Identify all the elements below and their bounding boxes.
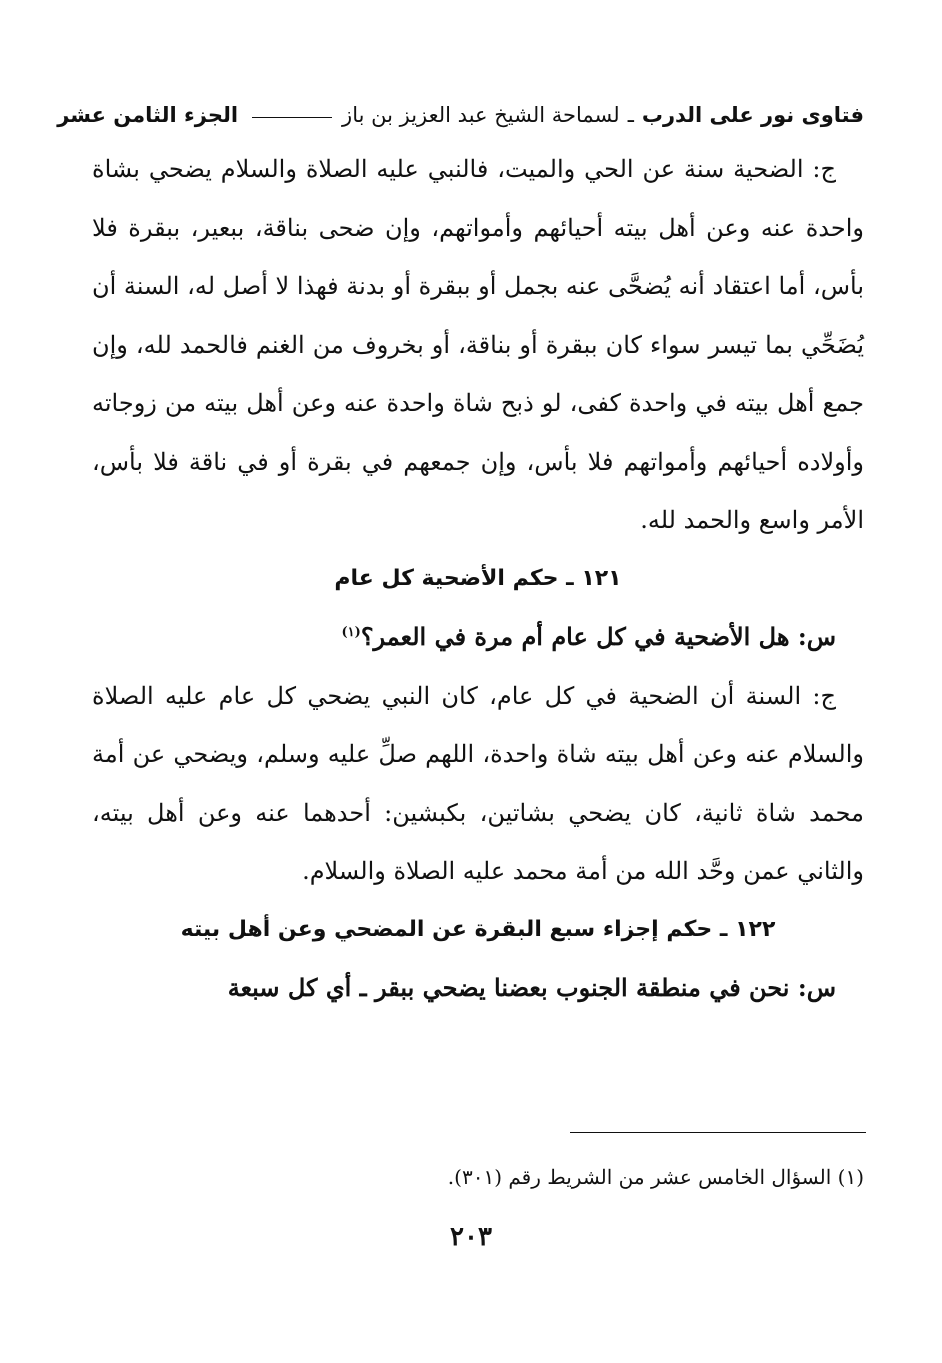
- header-rule: [252, 117, 332, 118]
- footnote-marker: (١): [341, 625, 361, 640]
- question-paragraph-121: [92, 608, 864, 667]
- part-label: الجزء الثامن عشر: [57, 103, 239, 127]
- question-text-121: س: هل الأضحية في كل عام أم مرة في العمر؟: [360, 622, 836, 651]
- running-header: [57, 98, 864, 132]
- answer-paragraph: ج: الضحية سنة عن الحي والميت، فالنبي عليه الصلاة والسلام يضحي بشاة واحدة عنه وعن أهل بيته أحيائهم وأمواتهم، وإن ضحى بناقة، ببعير، ببقرة فلا بأس، أما اعتقاد أنه يُضحَّى عنه بجمل أو ببقرة أو بدنة فهذا لا أصل له، السنة أن يُضَحِّي بما تيسر سواء كان ببقرة أو بناقة، أو بخروف من الغنم فالحمد لله، وإن جمع أهل بيته في واحدة كفى، لو ذبح شاة واحدة عنه وعن أهل بيته من زوجاته وأولاده أحيائهم وأمواتهم فلا بأس، وإن جمعهم في بقرة أو في ناقة فلا بأس، الأمر واسع والحمد لله.: [92, 155, 864, 534]
- page-number: ٢٠٣: [450, 1222, 492, 1252]
- author-name: لسماحة الشيخ عبد العزيز بن باز: [342, 103, 620, 127]
- book-title: فتاوى نور على الدرب: [641, 103, 864, 127]
- header-dash: ـ: [627, 103, 634, 127]
- section-heading-122: ١٢٢ ـ حكم إجزاء سبع البقرة عن المضحي وعن أهل بيته: [180, 916, 776, 942]
- section-heading-121: ١٢١ ـ حكم الأضحية كل عام: [334, 565, 622, 591]
- page-body: [92, 140, 864, 1018]
- header-book-info: [342, 103, 864, 127]
- footnote-rule: [570, 1132, 866, 1133]
- question-paragraph-122: س: نحن في منطقة الجنوب بعضنا يضحي ببقر ـ أي كل سبعة: [227, 973, 836, 1002]
- header-part-info: [57, 103, 342, 127]
- footnote: (١) السؤال الخامس عشر من الشريط رقم (٣٠١).: [447, 1165, 864, 1189]
- answer-paragraph-121: ج: السنة أن الضحية في كل عام، كان النبي يضحي كل عام عليه الصلاة والسلام عنه وعن أهل بيته شاة واحدة، اللهم صلِّ عليه وسلم، ويضحي عن أمة محمد شاة ثانية، كان يضحي بشاتين، بكبشين: أحدهما عنه وعن أهل بيته، والثاني عمن وحَّد الله من أمة محمد عليه الصلاة والسلام.: [92, 681, 864, 885]
